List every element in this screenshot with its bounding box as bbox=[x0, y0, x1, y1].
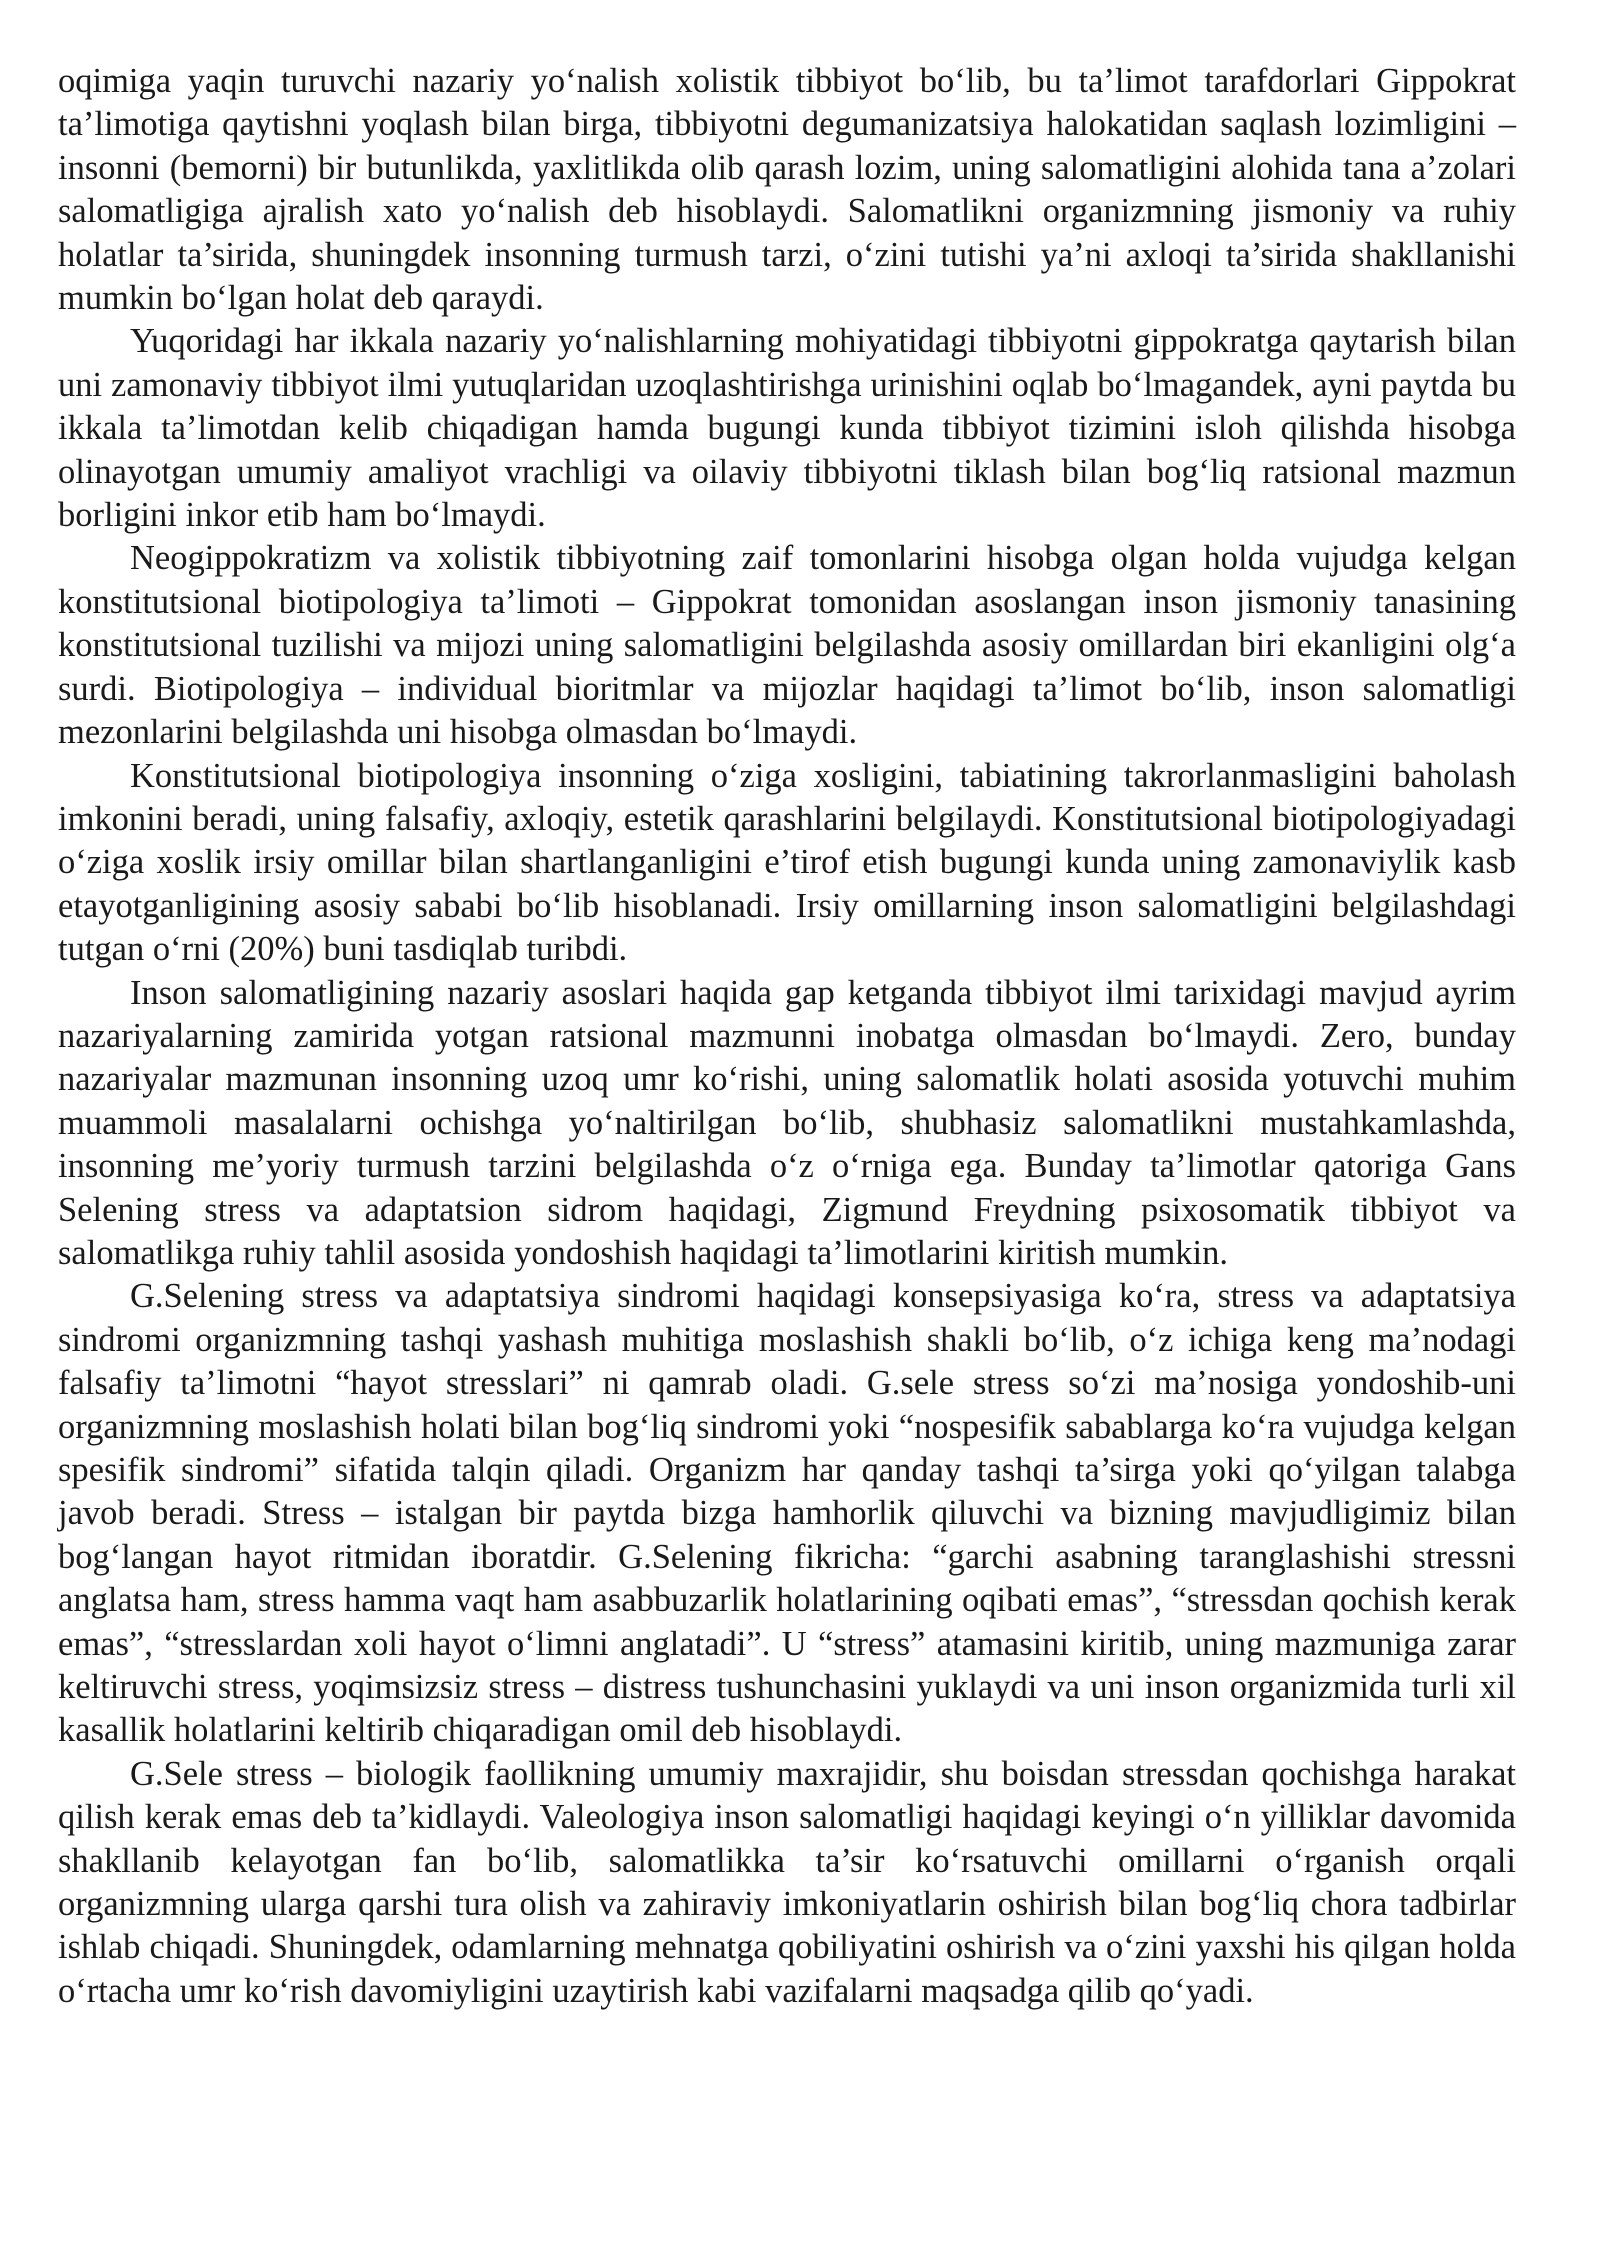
paragraph-2: Yuqoridagi har ikkala nazariy yo‘nalishlarning mohiyatidagi tibbiyotni gippokratga qaytarish bilan uni zamonaviy tibbiyot ilmi yutuqlaridan uzoqlashtirishga urinishini oqlab bo‘lmagandek, ayni paytda bu ikkala ta’limotdan kelib chiqadigan hamda bugungi kunda tibbiyot tizimini isloh qilishda hisobga olinayotgan umumiy amaliyot vrachligi va oilaviy tibbiyotni tiklash bilan bog‘liq ratsional mazmun borligini inkor etib ham bo‘lmaydi. bbox=[58, 322, 1516, 535]
paragraph-6: G.Selening stress va adaptatsiya sindromi haqidagi konsepsiyasiga ko‘ra, stress va adaptatsiya sindromi organizmning tashqi yashash muhitiga moslashish shakli bo‘lib, o‘z ichiga keng ma’nodagi falsafiy ta’limotni “hayot stresslari” ni qamrab oladi. G.sele stress so‘zi ma’nosiga yondoshib-uni organizmning moslashish holati bilan bog‘liq sindromi yoki “nospesifik sabablarga ko‘ra vujudga kelgan spesifik sindromi” sifatida talqin qiladi. Organizm har qanday tashqi ta’sirga yoki qo‘yilgan talabga javob beradi. Stress – istalgan bir paytda bizga hamhorlik qiluvchi va bizning mavjudligimiz bilan bog‘langan hayot ritmidan iboratdir. G.Selening fikricha: “garchi asabning taranglashishi stressni anglatsa ham, stress hamma vaqt ham asabbuzarlik holatlarining oqibati emas”, “stressdan qochish kerak emas”, “stresslardan xoli hayot o‘limni anglatadi”. U “stress” atamasini kiritib, uning mazmuniga zarar keltiruvchi stress, yoqimsizsiz stress – distress tushunchasini yuklaydi va uni inson organizmida turli xil kasallik holatlarini keltirib chiqaradigan omil deb hisoblaydi. bbox=[58, 1277, 1516, 1750]
paragraph-3: Neogippokratizm va xolistik tibbiyotning zaif tomonlarini hisobga olgan holda vujudga kelgan konstitutsional biotipologiya ta’limoti – Gippokrat tomonidan asoslangan inson jismoniy tanasining konstitutsional tuzilishi va mijozi uning salomatligini belgilashda asosiy omillardan biri ekanligini olg‘a surdi. Biotipologiya – individual bioritmlar va mijozlar haqidagi ta’limot bo‘lib, inson salomatligi mezonlarini belgilashda uni hisobga olmasdan bo‘lmaydi. bbox=[58, 539, 1516, 752]
document-body bbox=[58, 60, 1516, 2013]
paragraph-5: Inson salomatligining nazariy asoslari haqida gap ketganda tibbiyot ilmi tarixidagi mavjud ayrim nazariyalarning zamirida yotgan ratsional mazmunni inobatga olmasdan bo‘lmaydi. Zero, bunday nazariyalar mazmunan insonning uzoq umr ko‘rishi, uning salomatlik holati asosida yotuvchi muhim muammoli masalalarni ochishga yo‘naltirilgan bo‘lib, shubhasiz salomatlikni mustahkamlashda, insonning me’yoriy turmush tarzini belgilashda o‘z o‘rniga ega. Bunday ta’limotlar qatoriga Gans Selening stress va adaptatsion sidrom haqidagi, Zigmund Freydning psixosomatik tibbiyot va salomatlikga ruhiy tahlil asosida yondoshish haqidagi ta’limotlarini kiritish mumkin. bbox=[58, 973, 1516, 1272]
paragraph-1: oqimiga yaqin turuvchi nazariy yo‘nalish xolistik tibbiyot bo‘lib, bu ta’limot tarafdorlari Gippokrat ta’limotiga qaytishni yoqlash bilan birga, tibbiyotni degumanizatsiya halokatidan saqlash lozimligini – insonni (bemorni) bir butunlikda, yaxlitlikda olib qarash lozim, uning salomatligini alohida tana a’zolari salomatligiga ajralish xato yo‘nalish deb hisoblaydi. Salomatlikni organizmning jismoniy va ruhiy holatlar ta’sirida, shuningdek insonning turmush tarzi, o‘zini tutishi ya’ni axloqi ta’sirida shakllanishi mumkin bo‘lgan holat deb qaraydi. bbox=[58, 62, 1516, 318]
paragraph-4: Konstitutsional biotipologiya insonning o‘ziga xosligini, tabiatining takrorlanmasligini baholash imkonini beradi, uning falsafiy, axloqiy, estetik qarashlarini belgilaydi. Konstitutsional biotipologiyadagi o‘ziga xoslik irsiy omillar bilan shartlanganligini e’tirof etish bugungi kunda uning zamonaviylik kasb etayotganligining asosiy sababi bo‘lib hisoblanadi. Irsiy omillarning inson salomatligini belgilashdagi tutgan o‘rni (20%) buni tasdiqlab turibdi. bbox=[58, 756, 1516, 969]
paragraph-7: G.Sele stress – biologik faollikning umumiy maxrajidir, shu boisdan stressdan qochishga harakat qilish kerak emas deb ta’kidlaydi. Valeologiya inson salomatligi haqidagi keyingi o‘n yilliklar davomida shakllanib kelayotgan fan bo‘lib, salomatlikka ta’sir ko‘rsatuvchi omillarni o‘rganish orqali organizmning ularga qarshi tura olish va zahiraviy imkoniyatlarin oshirish bilan bog‘liq chora tadbirlar ishlab chiqadi. Shuningdek, odamlarning mehnatga qobiliyatini oshirish va o‘zini yaxshi his qilgan holda o‘rtacha umr ko‘rish davomiyligini uzaytirish kabi vazifalarni maqsadga qilib qo‘yadi. bbox=[58, 1754, 1516, 2010]
